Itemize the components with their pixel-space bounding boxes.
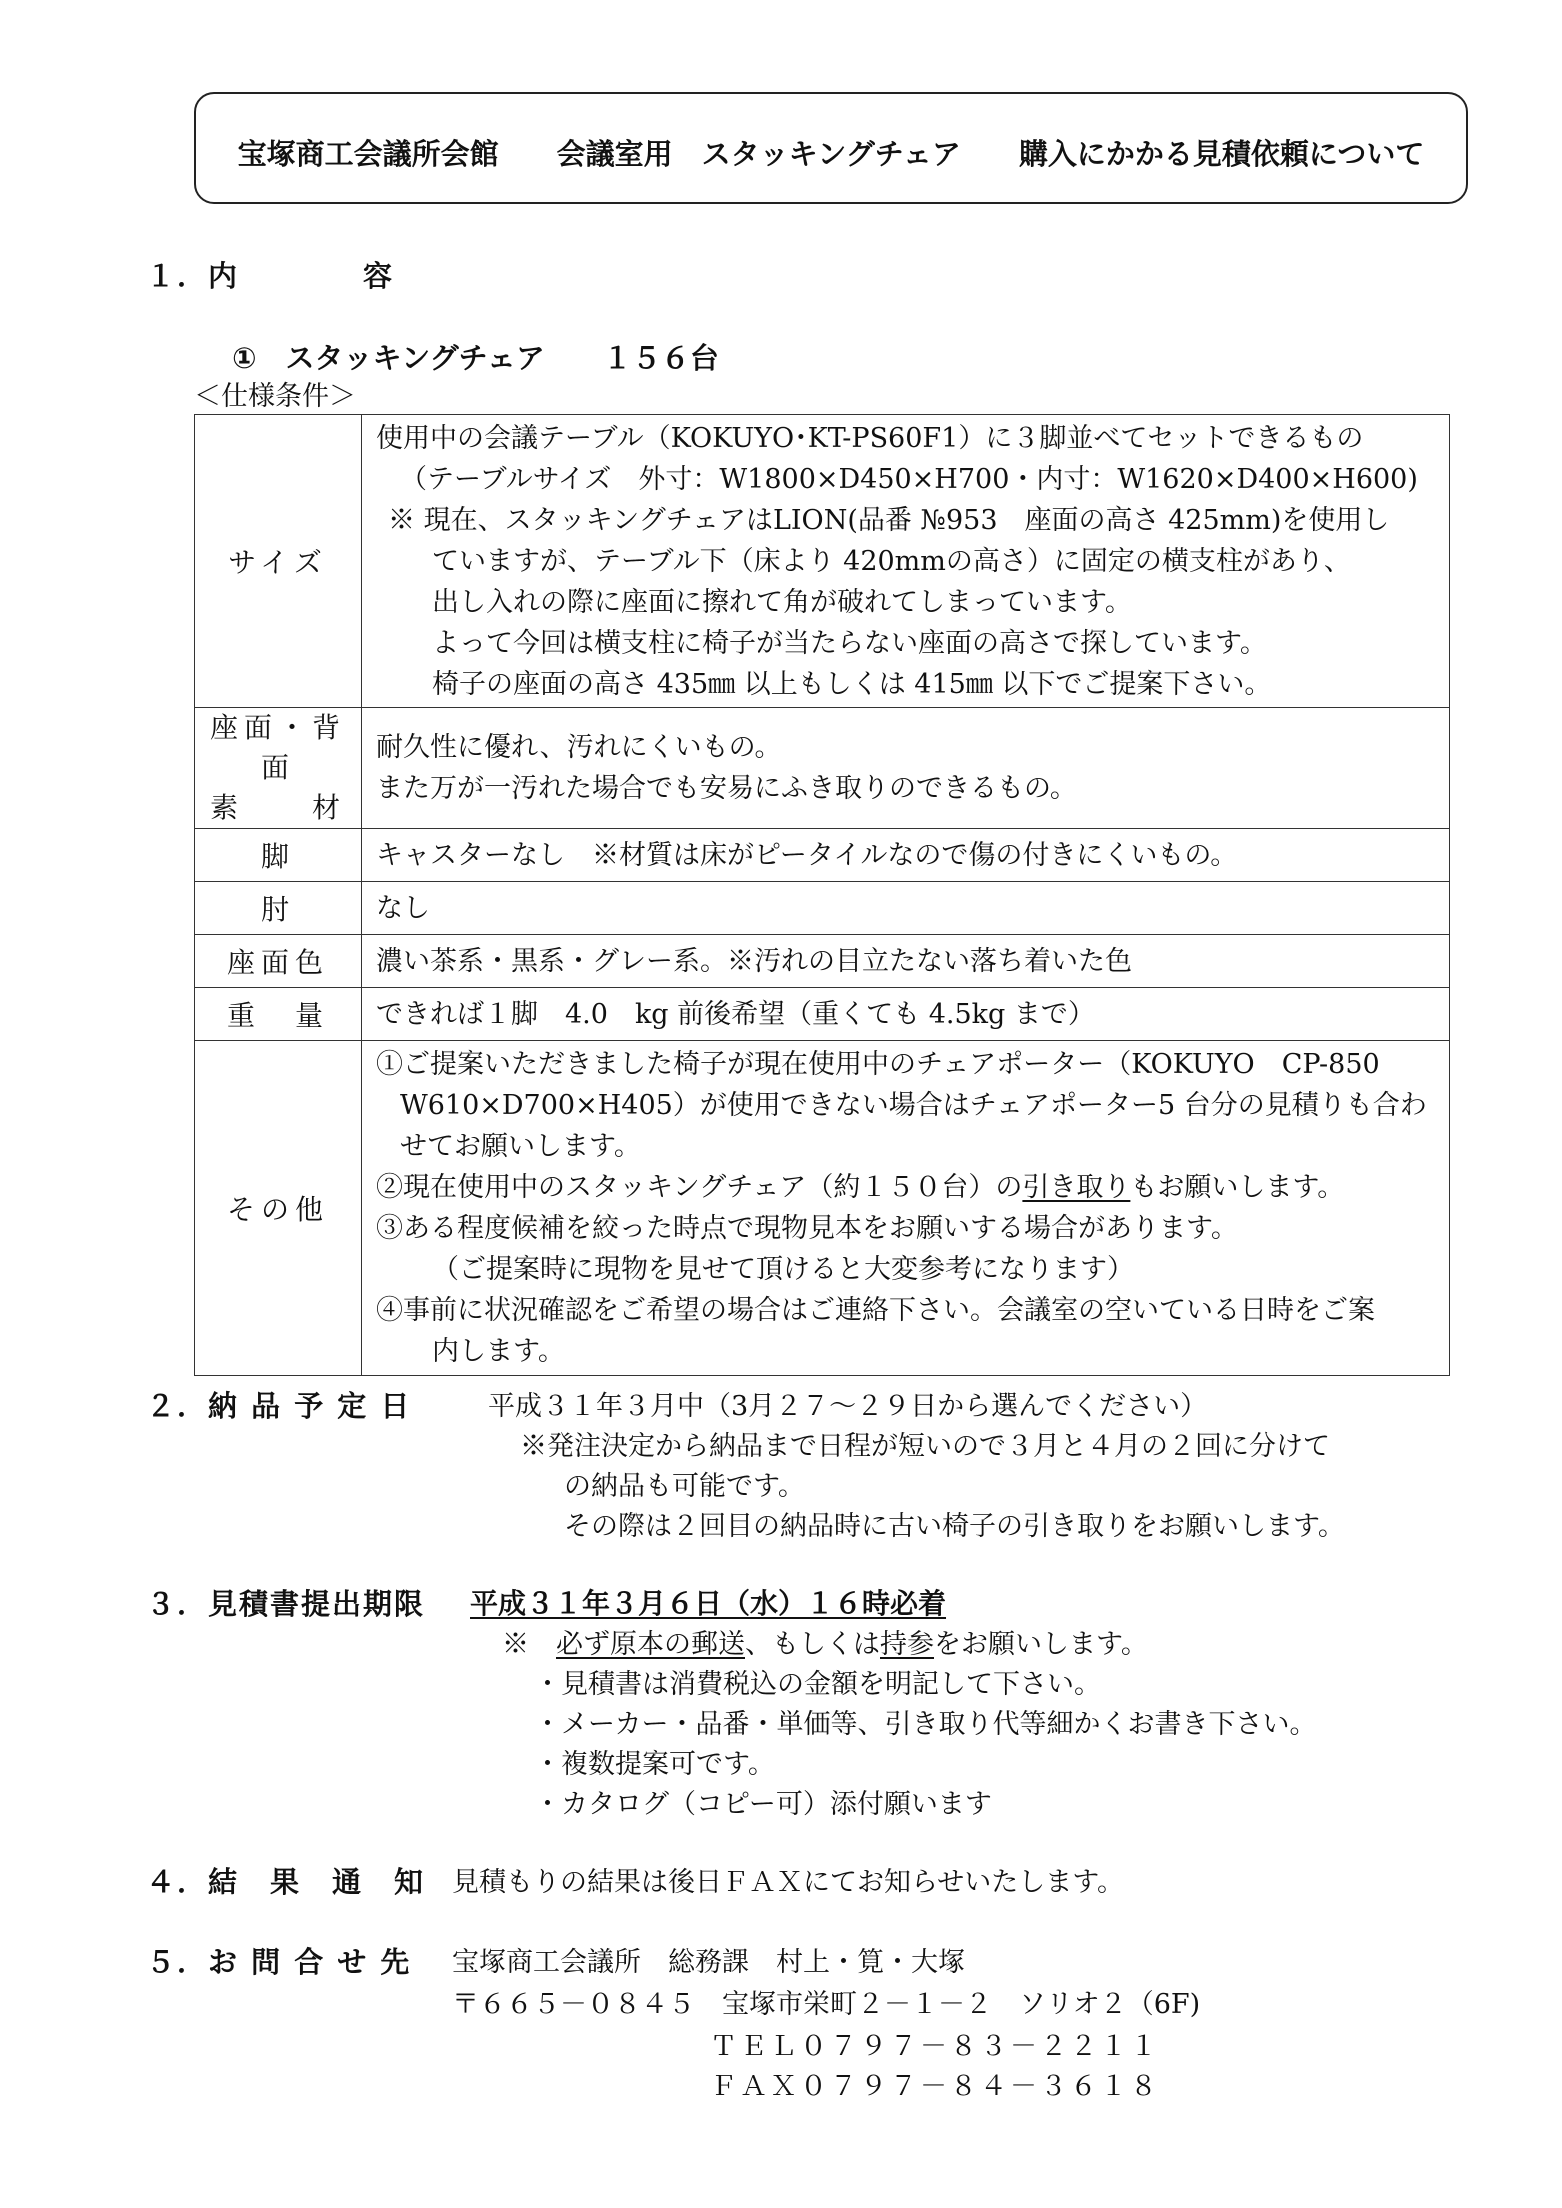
spec-label: 脚 <box>195 829 362 882</box>
spec-line: （テーブルサイズ 外寸：W1800×D450×H700・内寸：W1620×D400×H600) <box>400 463 1418 495</box>
spec-label: その他 <box>195 1041 362 1376</box>
spec-line-text: ②現在使用中のスタッキングチェア（約１５０台）の <box>376 1172 1023 1203</box>
spec-line: （ご提案時に現物を見せて頂けると大変参考になります） <box>432 1254 1134 1285</box>
contact-org: 宝塚商工会議所 総務課 村上・筧・大塚 <box>452 1947 965 1978</box>
spec-label: サイズ <box>195 415 362 708</box>
spec-line: W610×D700×H405）が使用できない場合はチェアポーター5 台分の見積りも合わ <box>400 1090 1427 1121</box>
note-text: ※ <box>502 1629 556 1660</box>
spec-row-legs <box>195 829 1450 882</box>
contact-fax: ＦＡＸ０７９７－８４－３６１８ <box>710 2071 1160 2102</box>
contact-address: 〒６６５－０８４５ 宝塚市栄町２－１－２ ソリオ２（6F) <box>452 1989 1201 2020</box>
contact-tel: ＴＥＬ０７９７－８３－２２１１ <box>710 2031 1160 2062</box>
spec-label <box>195 708 362 829</box>
spec-caption: ＜仕様条件＞ <box>194 381 356 412</box>
section5-heading: ５．お 問 合 せ 先 <box>146 1945 412 1979</box>
delivery-line: その際は２回目の納品時に古い椅子の引き取りをお願いします。 <box>564 1511 1345 1542</box>
item-chair-count: ① スタッキングチェア １５６台 <box>232 341 719 375</box>
spec-content <box>362 882 1450 935</box>
section3-heading: ３．見積書提出期限 <box>146 1587 426 1621</box>
spec-line: 内します。 <box>432 1336 565 1367</box>
spec-row-material <box>195 708 1450 829</box>
underlined-text: 引き取り <box>1022 1172 1131 1203</box>
spec-content <box>362 988 1450 1041</box>
section1-heading: １．内 容 <box>146 259 395 293</box>
spec-table <box>194 414 1450 1376</box>
spec-label: 重 量 <box>195 988 362 1041</box>
spec-line: ④事前に状況確認をご希望の場合はご連絡下さい。会議室の空いている日時をご案 <box>376 1295 1375 1326</box>
delivery-line: ※発注決定から納品まで日程が短いので３月と４月の２回に分けて <box>520 1431 1330 1462</box>
spec-line: 椅子の座面の高さ 435㎜ 以上もしくは 415㎜ 以下でご提案下さい。 <box>432 668 1272 700</box>
spec-content <box>362 415 1450 708</box>
underlined-text: 必ず原本の郵送 <box>556 1629 745 1660</box>
spec-line: また万が一汚れた場合でも安易にふき取りのできるもの。 <box>376 773 1077 804</box>
spec-row-arms <box>195 882 1450 935</box>
note-text: をお願いします。 <box>934 1629 1148 1660</box>
spec-line <box>376 1167 1439 1208</box>
spec-line: ①ご提案いただきました椅子が現在使用中のチェアポーター（KOKUYO CP-850 <box>376 1049 1380 1080</box>
spec-label: 肘 <box>195 882 362 935</box>
spec-line: ※ 現在、スタッキングチェアはLION(品番 №953 座面の高さ 425mm)を使用し <box>388 504 1390 536</box>
spec-line: なし <box>376 892 430 924</box>
submission-note <box>502 1622 1148 1661</box>
spec-content <box>362 708 1450 829</box>
spec-line: 耐久性に優れ、汚れにくいもの。 <box>376 732 782 763</box>
title-box <box>194 92 1468 204</box>
spec-content <box>362 829 1450 882</box>
deadline: 平成３１年３月６日（水）１６時必着 <box>470 1587 947 1620</box>
spec-label-line: 座面・背面 <box>209 711 346 784</box>
section2-heading: ２．納 品 予 定 日 <box>146 1389 412 1423</box>
note-text: 、もしくは <box>745 1629 880 1660</box>
spec-line: 濃い茶系・黒系・グレー系。※汚れの目立たない落ち着いた色 <box>376 945 1132 977</box>
spec-line: キャスターなし ※材質は床がピータイルなので傷の付きにくいもの。 <box>376 839 1238 871</box>
spec-row-size <box>195 415 1450 708</box>
spec-line: せてお願いします。 <box>400 1131 641 1162</box>
underlined-text: 持参 <box>880 1629 934 1660</box>
spec-line: ③ある程度候補を絞った時点で現物見本をお願いする場合があります。 <box>376 1213 1238 1244</box>
spec-line: よって今回は横支柱に椅子が当たらない座面の高さで探しています。 <box>432 627 1267 659</box>
result-notice: 見積もりの結果は後日ＦＡＸにてお知らせいたします。 <box>452 1867 1125 1898</box>
delivery-line: の納品も可能です。 <box>564 1471 805 1502</box>
section4-heading: ４．結 果 通 知 <box>146 1865 426 1899</box>
spec-line: ていますが、テーブル下（床より 420mmの高さ）に固定の横支柱があり、 <box>432 545 1351 577</box>
spec-line: 使用中の会議テーブル（KOKUYO･KT-PS60F1）に３脚並べてセットできるもの <box>376 422 1364 454</box>
spec-line-text: もお願いします。 <box>1130 1172 1345 1203</box>
delivery-line: 平成３１年３月中（3月２７～２９日から選んでください） <box>488 1391 1208 1422</box>
document-title: 宝塚商工会議所会館 会議室用 スタッキングチェア 購入にかかる見積依頼について <box>237 137 1425 171</box>
spec-row-weight <box>195 988 1450 1041</box>
spec-row-other <box>195 1041 1450 1376</box>
bullet-item: ・見積書は消費税込の金額を明記して下さい。 <box>534 1669 1101 1700</box>
bullet-item: ・カタログ（コピー可）添付願います <box>534 1789 992 1820</box>
bullet-item: ・複数提案可です。 <box>534 1749 775 1780</box>
spec-line: 出し入れの際に座面に擦れて角が破れてしまっています。 <box>432 586 1132 618</box>
spec-label-line: 素 材 <box>209 791 346 824</box>
bullet-item: ・メーカー・品番・単価等、引き取り代等細かくお書き下さい。 <box>534 1709 1317 1740</box>
spec-label: 座面色 <box>195 935 362 988</box>
spec-content <box>362 1041 1450 1376</box>
spec-row-seat-color <box>195 935 1450 988</box>
spec-line: できれば１脚 4.0 kg 前後希望（重くても 4.5kg まで） <box>376 998 1095 1030</box>
spec-content <box>362 935 1450 988</box>
